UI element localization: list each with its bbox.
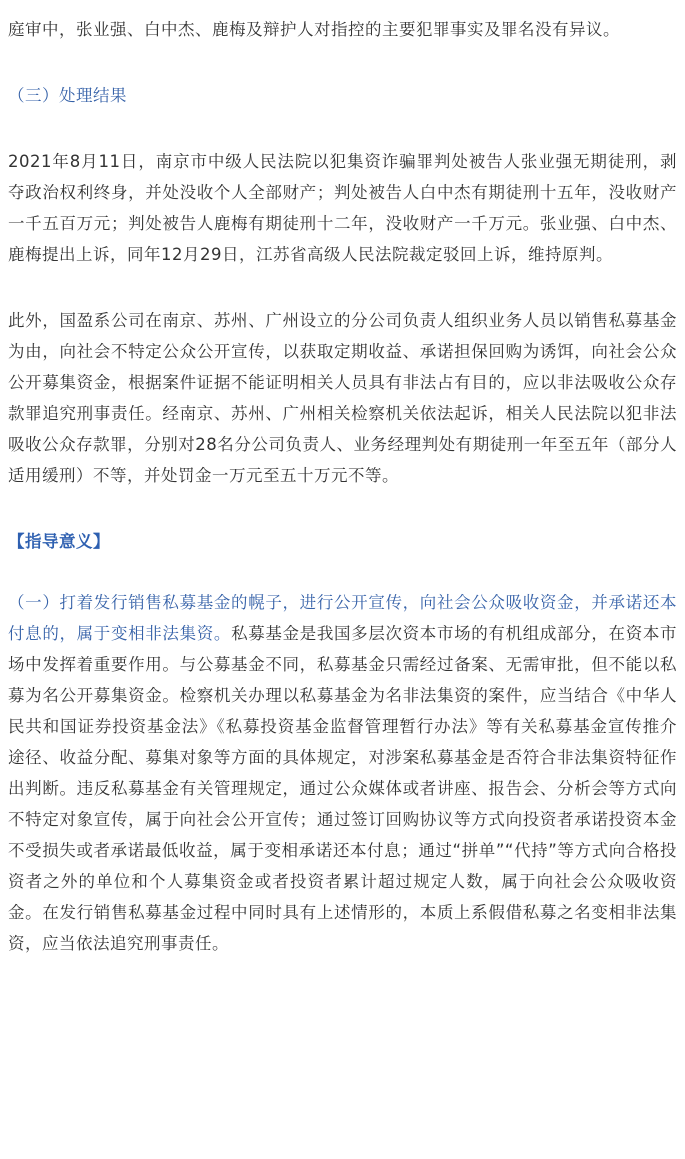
paragraph-guidance-1 (8, 587, 677, 959)
paragraph-verdict: 2021年8月11日，南京市中级人民法院以犯集资诈骗罪判处被告人张业强无期徒刑，剥夺政治权利终身，并处没收个人全部财产；判处被告人白中杰有期徒刑十五年，没收财产一千五百万元；判处被告人鹿梅有期徒刑十二年，没收财产一千万元。张业强、白中杰、鹿梅提出上诉，同年12月29日，江苏省高级人民法院裁定驳回上诉，维持原判。 (8, 152, 677, 264)
paragraph-branch-prosecution: 此外，国盈系公司在南京、苏州、广州设立的分公司负责人组织业务人员以销售私募基金为由，向社会不特定公众公开宣传，以获取定期收益、承诺担保回购为诱饵，向社会公众公开募集资金，根据案件证据不能证明相关人员具有非法占有目的，应以非法吸收公众存款罪追究刑事责任。经南京、苏州、广州相关检察机关依法起诉，相关人民法院以犯非法吸收公众存款罪，分别对28名分公司负责人、业务经理判处有期徒刑一年至五年（部分人适用缓刑）不等，并处罚金一万元至五十万元不等。 (8, 311, 677, 485)
guidance-1-lead: （一）打着发行销售私募基金的幌子，进行公开宣传，向社会公众吸收资金，并承诺还本付息的，属于变相非法集资。 (8, 593, 677, 643)
guidance-1-body: 私募基金是我国多层次资本市场的有机组成部分，在资本市场中发挥着重要作用。与公募基金不同，私募基金只需经过备案、无需审批，但不能以私募为名公开募集资金。检察机关办理以私募基金为名非法集资的案件，应当结合《中华人民共和国证券投资基金法》《私募投资基金监督管理暂行办法》等有关私募基金宣传推介途径、收益分配、募集对象等方面的具体规定，对涉案私募基金是否符合非法集资特征作出判断。违反私募基金有关管理规定，通过公众媒体或者讲座、报告会、分析会等方式向不特定对象宣传，属于向社会公开宣传；通过签订回购协议等方式向投资者承诺投资本金不受损失或者承诺最低收益，属于变相承诺还本付息；通过“拼单”“代持”等方式向合格投资者之外的单位和个人募集资金或者投资者累计超过规定人数，属于向社会公众吸收资金。在发行销售私募基金过程中同时具有上述情形的，本质上系假借私募之名变相非法集资，应当依法追究刑事责任。 (8, 624, 678, 953)
heading-processing-result: （三）处理结果 (8, 86, 127, 105)
heading-guiding-significance: 【指导意义】 (8, 532, 110, 551)
paragraph-trial-note: 庭审中，张业强、白中杰、鹿梅及辩护人对指控的主要犯罪事实及罪名没有异议。 (8, 20, 620, 39)
